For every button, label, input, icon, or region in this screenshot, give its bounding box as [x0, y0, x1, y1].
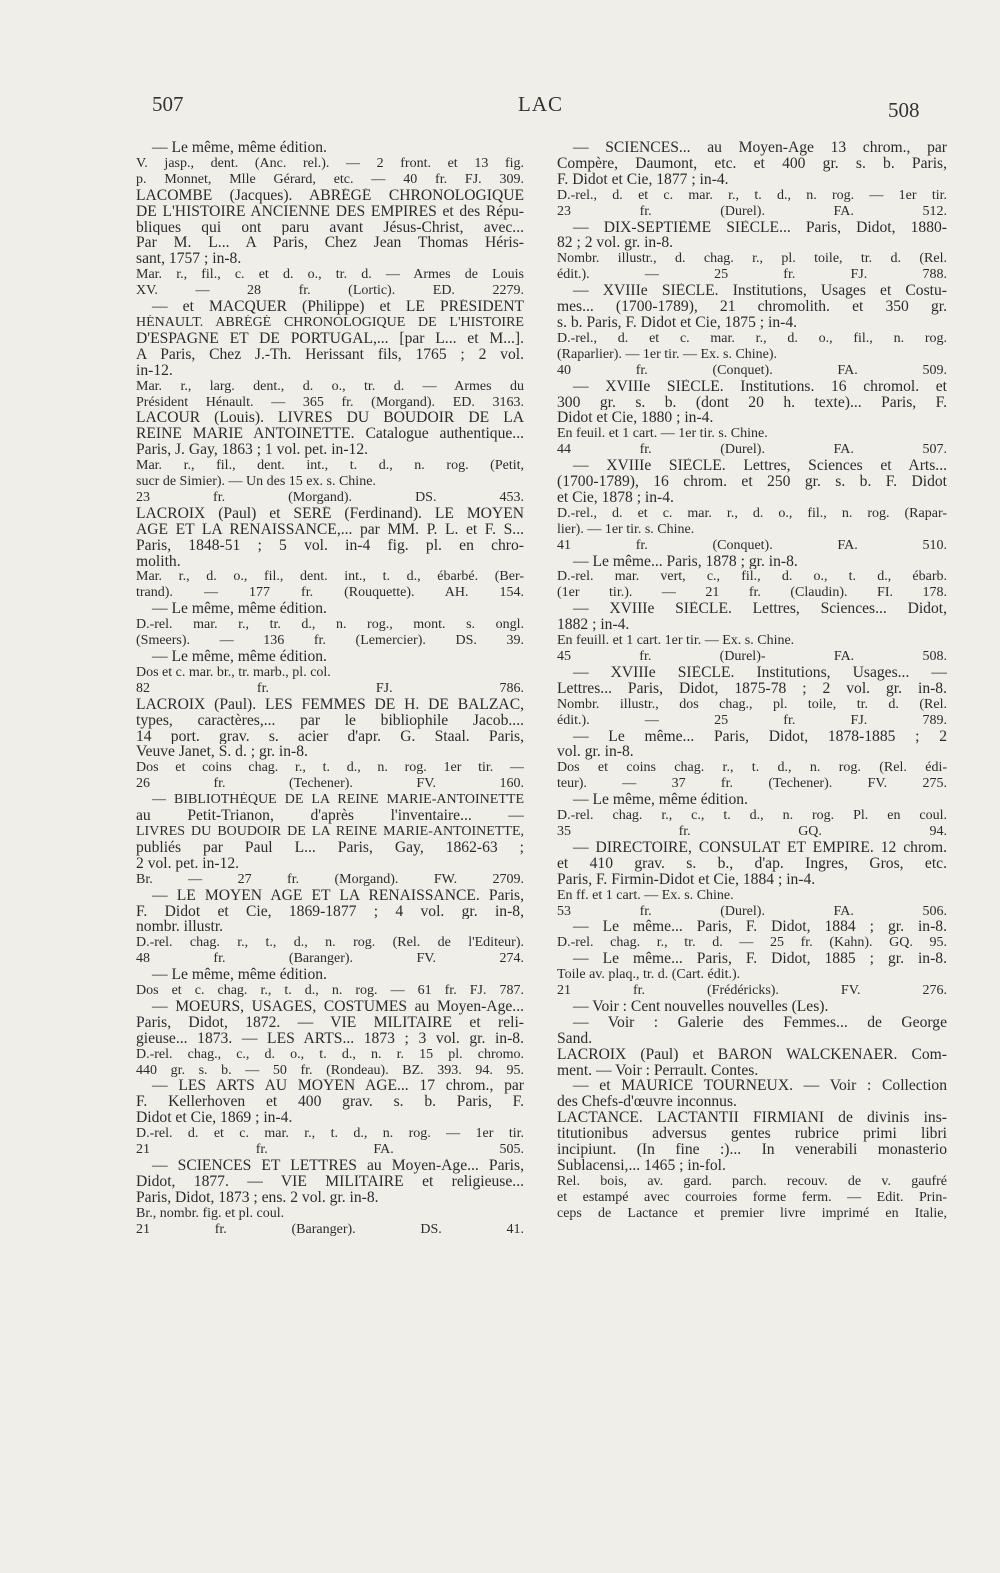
catalogue-line: Dos et coins chag. r., t. d., n. rog. (Rel. édi-: [557, 760, 947, 776]
catalogue-line: lier). — 1er tir. s. Chine.: [557, 521, 695, 537]
catalogue-line: 23 fr. (Durel). FA. 512.: [557, 203, 947, 219]
catalogue-line: HÉNAULT. ABRÉGÉ CHRONOLOGIQUE DE L'HISTOIRE: [136, 314, 524, 330]
catalogue-line: 41 fr. (Conquet). FA. 510.: [557, 537, 947, 553]
catalogue-line: trand). — 177 fr. (Rouquette). AH. 154.: [136, 585, 524, 601]
catalogue-line: Sand.: [557, 1030, 593, 1047]
catalogue-line: sant, 1757 ; in-8.: [136, 251, 242, 268]
catalogue-line: (Raparlier). — 1er tir. — Ex. s. Chine).: [557, 346, 778, 362]
catalogue-line: 82 ; 2 vol. gr. in-8.: [557, 235, 674, 252]
catalogue-line: titutionibus adversus gentes rubrice primi libri: [557, 1126, 947, 1143]
catalogue-line: F. Didot et Cie, 1869-1877 ; 4 vol. gr. in-8,: [136, 903, 524, 920]
catalogue-line: — MOEURS, USAGES, COSTUMES au Moyen-Age...: [152, 998, 524, 1015]
catalogue-line: Toile av. plaq., tr. d. (Cart. édit.).: [557, 967, 741, 983]
catalogue-line: ment. — Voir : Perrault. Contes.: [557, 1062, 759, 1079]
catalogue-line: — Le même, même édition.: [573, 792, 748, 809]
catalogue-line: — DIX-SEPTIÈME SIÈCLE... Paris, Didot, 1880-: [573, 219, 947, 236]
catalogue-line: et 410 grav. s. b., d'ap. Ingres, Gros, etc.: [557, 855, 947, 872]
catalogue-line: 23 fr. (Morgand). DS. 453.: [136, 489, 524, 505]
catalogue-line: — XVIIIe SIÈCLE. Institutions. 16 chromol. et: [573, 378, 947, 395]
catalogue-line: bliques qui ont paru avant Jésus-Christ, avec...: [136, 219, 524, 236]
catalogue-line: mes... (1700-1789), 21 chromolith. et 350 gr.: [557, 299, 947, 315]
catalogue-line: LACROIX (Paul) et BARON WALCKENAER. Com-: [557, 1046, 947, 1063]
catalogue-line: Dos et c. mar. br., tr. marb., pl. col.: [136, 664, 331, 680]
catalogue-line: — XVIIIe SIÈCLE. Institutions, Usages et Costu-: [573, 283, 947, 300]
catalogue-line: — Le même, même édition.: [152, 967, 327, 984]
catalogue-line: Sublacensi,... 1465 ; in-fol.: [557, 1158, 726, 1174]
catalogue-line: LIVRES DU BOUDOIR DE LA REINE MARIE-ANTOINETTE,: [136, 823, 524, 839]
catalogue-line: Br. — 27 fr. (Morgand). FW. 2709.: [136, 871, 524, 887]
catalogue-line: Dos et coins chag. r., t. d., n. rog. 1er tir. —: [136, 760, 524, 776]
catalogue-line: Paris, Didot, 1873 ; ens. 2 vol. gr. in-8.: [136, 1189, 379, 1206]
catalogue-line: LACROIX (Paul). LES FEMMES DE H. DE BALZAC,: [136, 696, 524, 713]
catalogue-line: Rel. bois, av. gard. parch. recouv. de v. gaufré: [557, 1173, 947, 1189]
catalogue-line: AGE ET LA RENAISSANCE,... par MM. P. L. et F. S...: [136, 521, 524, 538]
catalogue-line: — XVIIIe SIÈCLE. Institutions, Usages... —: [573, 664, 947, 681]
catalogue-line: Paris, J. Gay, 1863 ; 1 vol. pet. in-12.: [136, 442, 369, 459]
catalogue-line: publiés par Paul L... Paris, Gay, 1862-63 ;: [136, 839, 524, 856]
catalogue-line: D.-rel., d. et c. mar. r., d. o., fil., n. rog. (Rapar-: [557, 505, 947, 521]
right-page-number: 508: [888, 98, 920, 122]
catalogue-line: 44 fr. (Durel). FA. 507.: [557, 442, 947, 458]
catalogue-line: F. Didot et Cie, 1877 ; in-4.: [557, 171, 729, 188]
catalogue-line: — BIBLIOTHÈQUE DE LA REINE MARIE-ANTOINETTE: [152, 792, 524, 808]
catalogue-line: Br., nombr. fig. et pl. coul.: [136, 1205, 285, 1221]
catalogue-line: A Paris, Chez J.-Th. Herissant fils, 1765 ; 2 vol.: [136, 346, 524, 363]
catalogue-line: — XVIIIe SIÈCLE. Lettres, Sciences et Arts...: [573, 458, 947, 475]
catalogue-line: En feuil. et 1 cart. — 1er tir. s. Chine.: [557, 426, 768, 442]
catalogue-line: 35 fr. GQ. 94.: [557, 823, 947, 839]
catalogue-line: Nombr. illustr., d. chag. r., pl. toile, tr. d. (Rel.: [557, 251, 947, 267]
running-title: LAC: [518, 92, 563, 116]
catalogue-line: — Voir : Cent nouvelles nouvelles (Les).: [573, 998, 829, 1015]
catalogue-line: Nombr. illustr., dos chag., pl. toile, tr. d. (Rel.: [557, 696, 947, 712]
catalogue-line: — Le même... Paris, F. Didot, 1885 ; gr. in-8.: [573, 951, 947, 968]
catalogue-line: — Le même... Paris, F. Didot, 1884 ; gr. in-8.: [573, 919, 947, 936]
left-column: [136, 140, 524, 1238]
catalogue-line: nombr. illustr.: [136, 919, 224, 936]
catalogue-line: au Petit-Trianon, d'après l'inventaire... —: [136, 808, 524, 824]
catalogue-line: 48 fr. (Baranger). FV. 274.: [136, 951, 524, 967]
catalogue-line: DE L'HISTOIRE ANCIENNE DES EMPIRES et des Répu-: [136, 203, 524, 220]
catalogue-line: — Le même, même édition.: [152, 649, 327, 665]
catalogue-line: LACOMBE (Jacques). ABRÉGÉ CHRONOLOGIQUE: [136, 187, 524, 204]
catalogue-line: LACTANCE. LACTANTII FIRMIANI de divinis ins-: [557, 1110, 947, 1127]
catalogue-line: édit.). — 25 fr. FJ. 788.: [557, 267, 947, 283]
catalogue-line: D.-rel., d. et c. mar. r., d. o., fil., n. rog.: [557, 330, 947, 346]
catalogue-line: — LE MOYEN AGE ET LA RENAISSANCE. Paris,: [152, 887, 524, 904]
catalogue-line: 21 fr. (Baranger). DS. 41.: [136, 1221, 524, 1237]
catalogue-line: 1882 ; in-4.: [557, 617, 630, 634]
catalogue-line: Didot et Cie, 1880 ; in-4.: [557, 410, 714, 427]
catalogue-line: V. jasp., dent. (Anc. rel.). — 2 front. et 13 fig.: [136, 155, 524, 171]
catalogue-line: En ff. et 1 cart. — Ex. s. Chine.: [557, 887, 734, 903]
catalogue-line: — et MAURICE TOURNEUX. — Voir : Collection: [573, 1078, 947, 1095]
catalogue-line: et estampé avec courroies forme ferm. — Edit. Prin-: [557, 1189, 947, 1205]
catalogue-line: 21 fr. (Frédéricks). FV. 276.: [557, 983, 947, 999]
catalogue-line: 300 gr. s. b. (dont 20 h. texte)... Paris, F.: [557, 394, 947, 411]
catalogue-line: — Le même... Paris, 1878 ; gr. in-8.: [573, 553, 798, 570]
catalogue-line: En feuill. et 1 cart. 1er tir. — Ex. s. Chine.: [557, 633, 795, 649]
catalogue-line: p. Monnet, Mlle Gérard, etc. — 40 fr. FJ. 309.: [136, 171, 524, 187]
catalogue-line: 53 fr. (Durel). FA. 506.: [557, 903, 947, 919]
catalogue-line: — Le même... Paris, Didot, 1878-1885 ; 2: [573, 728, 947, 745]
catalogue-line: 21 fr. FA. 505.: [136, 1142, 524, 1158]
catalogue-line: ceps de Lactance et premier livre imprimé en Italie,: [557, 1205, 947, 1221]
catalogue-line: D.-rel. chag. r., tr. d. — 25 fr. (Kahn). GQ. 95.: [557, 935, 947, 951]
catalogue-line: 40 fr. (Conquet). FA. 509.: [557, 362, 947, 378]
catalogue-line: in-12.: [136, 362, 173, 379]
catalogue-line: F. Kellerhoven et 400 grav. s. b. Paris, F.: [136, 1094, 524, 1111]
catalogue-line: molith.: [136, 553, 181, 570]
catalogue-line: — Le même, même édition.: [152, 601, 327, 618]
catalogue-line: D.-rel. chag. r., t., d., n. rog. (Rel. de l'Editeur).: [136, 935, 524, 951]
catalogue-line: — DIRECTOIRE, CONSULAT ET EMPIRE. 12 chrom.: [573, 839, 947, 856]
catalogue-line: Veuve Janet, S. d. ; gr. in-8.: [136, 744, 308, 761]
catalogue-line: teur). — 37 fr. (Techener). FV. 275.: [557, 776, 947, 792]
catalogue-line: — SCIENCES... au Moyen-Age 13 chrom., par: [573, 140, 947, 156]
catalogue-line: sucr de Simier). — Un des 15 ex. s. Chine.: [136, 474, 376, 490]
catalogue-line: Mar. r., fil., c. et d. o., tr. d. — Armes de Louis: [136, 267, 524, 283]
catalogue-line: et Cie, 1878 ; in-4.: [557, 489, 674, 506]
catalogue-line: 14 port. grav. s. acier d'apr. G. Staal. Paris,: [136, 728, 524, 745]
catalogue-line: s. b. Paris, F. Didot et Cie, 1875 ; in-4.: [557, 314, 798, 331]
catalogue-line: Didot et Cie, 1869 ; in-4.: [136, 1110, 293, 1127]
catalogue-line: Didot, 1877. — VIE MILITAIRE et religieuse...: [136, 1173, 524, 1190]
catalogue-line: édit.). — 25 fr. FJ. 789.: [557, 712, 947, 728]
catalogue-line: 2 vol. pet. in-12.: [136, 855, 240, 872]
catalogue-line: 45 fr. (Durel)- FA. 508.: [557, 649, 947, 664]
catalogue-line: Compère, Daumont, etc. et 400 gr. s. b. Paris,: [557, 155, 947, 172]
catalogue-line: LACOUR (Louis). LIVRES DU BOUDOIR DE LA: [136, 410, 524, 427]
catalogue-line: gieuse... 1873. — LES ARTS... 1873 ; 3 vol. gr. in-8.: [136, 1030, 524, 1047]
catalogue-line: D.-rel. mar. vert, c., fil., d. o., t. d., ébarb.: [557, 569, 947, 585]
catalogue-line: incipiunt. (In fine :)... In venerabili monasterio: [557, 1142, 947, 1158]
catalogue-line: — LES ARTS AU MOYEN AGE... 17 chrom., par: [152, 1078, 524, 1095]
catalogue-line: D.-rel. d. et c. mar. r., t. d., n. rog. — 1er tir.: [136, 1126, 524, 1142]
catalogue-line: Mar. r., fil., dent. int., t. d., n. rog. (Petit,: [136, 458, 524, 474]
left-page-number: 507: [152, 92, 184, 116]
catalogue-line: Dos et c. chag. r., t. d., n. rog. — 61 fr. FJ. 787.: [136, 983, 524, 999]
catalogue-line: des Chefs-d'œuvre inconnus.: [557, 1094, 737, 1111]
right-column: [557, 140, 947, 1222]
catalogue-line: Mar. r., larg. dent., d. o., tr. d. — Armes du: [136, 378, 524, 394]
catalogue-line: Lettres... Paris, Didot, 1875-78 ; 2 vol. gr. in-8.: [557, 680, 947, 697]
catalogue-line: types, caractères,... par le bibliophile Jacob....: [136, 712, 524, 729]
catalogue-line: Paris, F. Firmin-Didot et Cie, 1884 ; in-4.: [557, 871, 816, 888]
catalogue-line: D.-rel. mar. r., tr. d., n. rog., mont. s. ongl.: [136, 617, 524, 633]
catalogue-line: — et MACQUER (Philippe) et LE PRÉSIDENT: [152, 299, 524, 315]
catalogue-line: Par M. L... A Paris, Chez Jean Thomas Héris-: [136, 235, 524, 252]
catalogue-line: Président Hénault. — 365 fr. (Morgand). ED. 3163.: [136, 394, 524, 410]
catalogue-line: D.-rel. chag., c., d. o., t. d., n. r. 15 pl. chromo.: [136, 1046, 524, 1062]
catalogue-line: 26 fr. (Techener). FV. 160.: [136, 776, 524, 792]
catalogue-line: — Le même, même édition.: [152, 140, 327, 156]
catalogue-line: XV. — 28 fr. (Lortic). ED. 2279.: [136, 283, 524, 299]
catalogue-line: D.-rel. chag. r., c., t. d., n. rog. Pl. en coul.: [557, 808, 947, 824]
catalogue-line: Mar. r., d. o., fil., dent. int., t. d., ébarbé. (Ber-: [136, 569, 524, 585]
catalogue-line: (Smeers). — 136 fr. (Lemercier). DS. 39.: [136, 633, 524, 649]
catalogue-line: REINE MARIE ANTOINETTE. Catalogue authentique...: [136, 426, 524, 443]
catalogue-line: D'ESPAGNE ET DE PORTUGAL,... [par L... et M...].: [136, 330, 524, 347]
catalogue-line: 82 fr. FJ. 786.: [136, 680, 524, 696]
catalogue-line: (1700-1789), 16 chrom. et 250 gr. s. b. F. Didot: [557, 474, 947, 490]
catalogue-line: — XVIIIe SIÈCLE. Lettres, Sciences... Didot,: [573, 601, 947, 618]
catalogue-line: — SCIENCES ET LETTRES au Moyen-Age... Paris,: [152, 1158, 524, 1174]
catalogue-line: LACROIX (Paul) et SERÉ (Ferdinand). LE MOYEN: [136, 505, 524, 522]
catalogue-line: (1er tir.). — 21 fr. (Claudin). FI. 178.: [557, 585, 947, 601]
catalogue-line: vol. gr. in-8.: [557, 744, 634, 761]
catalogue-line: 440 gr. s. b. — 50 fr. (Rondeau). BZ. 393. 94. 95.: [136, 1062, 524, 1078]
catalogue-line: D.-rel., d. et c. mar. r., t. d., n. rog. — 1er tir.: [557, 187, 947, 203]
catalogue-line: Paris, Didot, 1872. — VIE MILITAIRE et reli-: [136, 1014, 524, 1031]
catalogue-line: — Voir : Galerie des Femmes... de George: [573, 1014, 947, 1031]
catalogue-line: Paris, 1848-51 ; 5 vol. in-4 fig. pl. en chro-: [136, 537, 524, 554]
